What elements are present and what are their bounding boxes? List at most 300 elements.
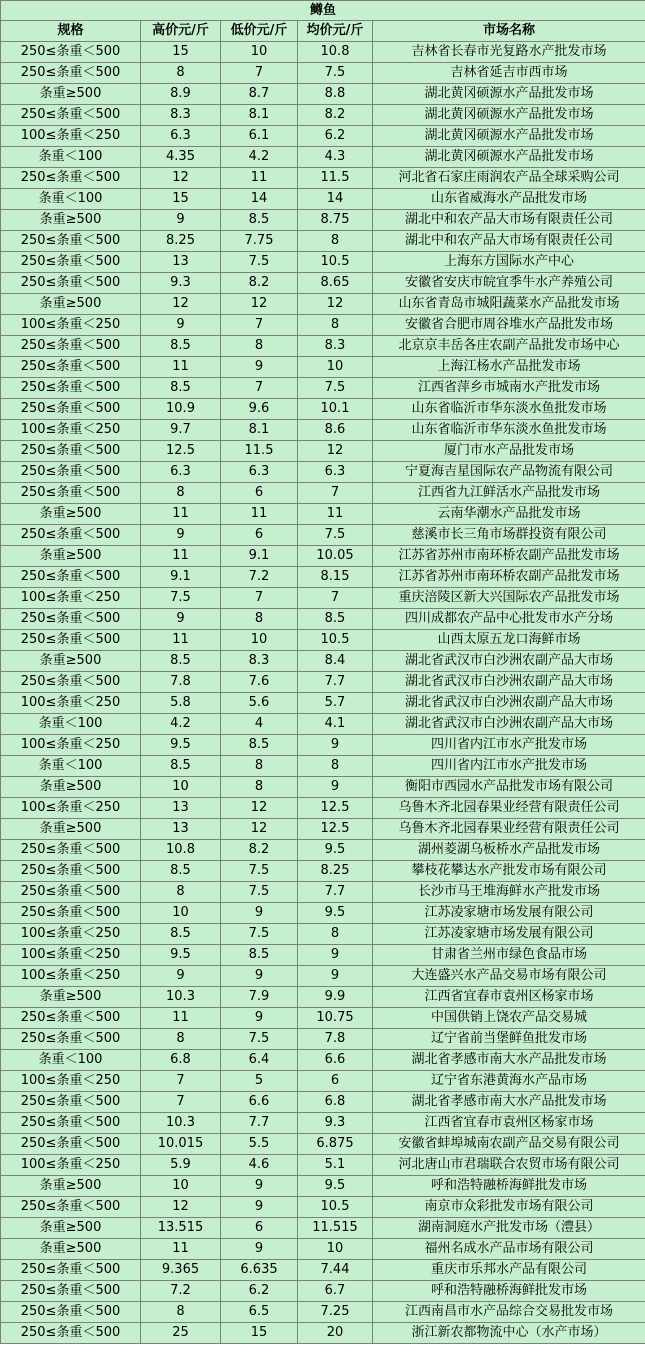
cell-market-name: 北京京丰岳各庄农副产品批发市场中心 [373,336,645,357]
cell-market-name: 湖北省孝感市南大水产品批发市场 [373,1092,645,1113]
cell-spec: 条重≥500 [1,546,141,567]
table-row [1,1218,645,1239]
cell-low-price: 14 [221,189,298,210]
cell-high-price: 5.9 [141,1155,221,1176]
cell-spec: 100≤条重＜250 [1,1155,141,1176]
cell-spec: 条重≥500 [1,294,141,315]
cell-avg-price: 8 [298,756,373,777]
cell-spec: 250≤条重＜500 [1,336,141,357]
cell-high-price: 13 [141,819,221,840]
cell-market-name: 宁夏海吉星国际农产品物流有限公司 [373,462,645,483]
table-row [1,105,645,126]
cell-high-price: 7.5 [141,588,221,609]
table-row [1,462,645,483]
cell-spec: 250≤条重＜500 [1,399,141,420]
cell-market-name: 河北省石家庄雨润农产品全球采购公司 [373,168,645,189]
cell-spec: 250≤条重＜500 [1,882,141,903]
cell-avg-price: 9 [298,777,373,798]
cell-market-name: 衡阳市西园水产品批发市场有限公司 [373,777,645,798]
cell-spec: 条重＜100 [1,1050,141,1071]
cell-high-price: 12 [141,168,221,189]
cell-low-price: 7.5 [221,924,298,945]
table-row [1,1302,645,1323]
cell-market-name: 湖北黄冈硕源水产品批发市场 [373,147,645,168]
cell-high-price: 8.5 [141,756,221,777]
cell-high-price: 10 [141,1176,221,1197]
table-row [1,441,645,462]
cell-low-price: 11 [221,168,298,189]
cell-low-price: 7.7 [221,1113,298,1134]
cell-avg-price: 8.3 [298,336,373,357]
cell-low-price: 12 [221,819,298,840]
cell-market-name: 吉林省长春市光复路水产批发市场 [373,42,645,63]
cell-high-price: 9 [141,609,221,630]
table-body [1,42,645,1344]
table-row [1,1134,645,1155]
cell-high-price: 8 [141,63,221,84]
cell-market-name: 湖北黄冈硕源水产品批发市场 [373,126,645,147]
table-row [1,1071,645,1092]
cell-market-name: 安徽省合肥市周谷堆水产品批发市场 [373,315,645,336]
cell-avg-price: 8.65 [298,273,373,294]
cell-market-name: 攀枝花攀达水产批发市场有限公司 [373,861,645,882]
cell-market-name: 安徽省蚌埠城南农副产品交易有限公司 [373,1134,645,1155]
table-row [1,1029,645,1050]
header-spec: 规格 [1,21,141,42]
table-row [1,798,645,819]
table-row [1,714,645,735]
cell-market-name: 山东省临沂市华东淡水鱼批发市场 [373,420,645,441]
table-title: 鳟鱼 [1,1,645,21]
cell-spec: 100≤条重＜250 [1,798,141,819]
table-row [1,294,645,315]
cell-market-name: 江西省九江鲜活水产品批发市场 [373,483,645,504]
cell-market-name: 南京市众彩批发市场有限公司 [373,1197,645,1218]
table-row [1,273,645,294]
cell-spec: 250≤条重＜500 [1,1197,141,1218]
cell-high-price: 8.5 [141,378,221,399]
cell-low-price: 9 [221,1008,298,1029]
cell-market-name: 湖北省武汉市白沙洲农副产品大市场 [373,672,645,693]
cell-avg-price: 8.15 [298,567,373,588]
cell-avg-price: 7.5 [298,525,373,546]
cell-high-price: 8.9 [141,84,221,105]
cell-avg-price: 12 [298,441,373,462]
cell-market-name: 四川省内江市水产批发市场 [373,735,645,756]
cell-avg-price: 7.25 [298,1302,373,1323]
cell-spec: 250≤条重＜500 [1,525,141,546]
cell-high-price: 11 [141,504,221,525]
cell-spec: 250≤条重＜500 [1,63,141,84]
cell-spec: 250≤条重＜500 [1,1092,141,1113]
cell-low-price: 4 [221,714,298,735]
cell-low-price: 7 [221,315,298,336]
cell-spec: 条重≥500 [1,819,141,840]
cell-avg-price: 14 [298,189,373,210]
table-row [1,252,645,273]
cell-spec: 250≤条重＜500 [1,1281,141,1302]
cell-low-price: 12 [221,294,298,315]
cell-market-name: 乌鲁木齐北园春果业经营有限责任公司 [373,819,645,840]
cell-avg-price: 6 [298,1071,373,1092]
cell-market-name: 四川省内江市水产批发市场 [373,756,645,777]
cell-spec: 条重≥500 [1,651,141,672]
cell-avg-price: 8.4 [298,651,373,672]
header-avg-price: 均价元/斤 [298,21,373,42]
cell-avg-price: 7.5 [298,378,373,399]
cell-avg-price: 4.1 [298,714,373,735]
cell-market-name: 江西南昌市水产品综合交易批发市场 [373,1302,645,1323]
cell-low-price: 8.5 [221,210,298,231]
cell-market-name: 湖北省武汉市白沙洲农副产品大市场 [373,651,645,672]
cell-high-price: 5.8 [141,693,221,714]
cell-market-name: 湖北省孝感市南大水产品批发市场 [373,1050,645,1071]
cell-spec: 100≤条重＜250 [1,924,141,945]
cell-spec: 条重＜100 [1,189,141,210]
cell-low-price: 6.1 [221,126,298,147]
cell-low-price: 8.3 [221,651,298,672]
cell-spec: 条重＜100 [1,714,141,735]
cell-low-price: 9.1 [221,546,298,567]
cell-spec: 250≤条重＜500 [1,441,141,462]
cell-high-price: 8 [141,882,221,903]
cell-spec: 条重≥500 [1,1176,141,1197]
cell-avg-price: 7 [298,483,373,504]
cell-avg-price: 12.5 [298,819,373,840]
cell-high-price: 8 [141,1029,221,1050]
cell-market-name: 乌鲁木齐北园春果业经营有限责任公司 [373,798,645,819]
cell-market-name: 山东省威海水产品批发市场 [373,189,645,210]
cell-avg-price: 6.6 [298,1050,373,1071]
cell-high-price: 9.7 [141,420,221,441]
cell-market-name: 大连盛兴水产品交易市场有限公司 [373,966,645,987]
cell-market-name: 辽宁省前当堡鲜鱼批发市场 [373,1029,645,1050]
cell-spec: 250≤条重＜500 [1,1134,141,1155]
cell-high-price: 7.8 [141,672,221,693]
cell-avg-price: 6.875 [298,1134,373,1155]
table-row [1,1008,645,1029]
cell-low-price: 8 [221,336,298,357]
table-row [1,1155,645,1176]
cell-avg-price: 9.5 [298,903,373,924]
cell-low-price: 9 [221,1239,298,1260]
cell-spec: 条重＜100 [1,756,141,777]
cell-low-price: 10 [221,42,298,63]
cell-market-name: 湖北中和农产品大市场有限责任公司 [373,210,645,231]
cell-avg-price: 7.7 [298,672,373,693]
cell-spec: 条重≥500 [1,504,141,525]
cell-avg-price: 11.5 [298,168,373,189]
cell-low-price: 11.5 [221,441,298,462]
cell-low-price: 6 [221,483,298,504]
table-row [1,315,645,336]
cell-spec: 250≤条重＜500 [1,1113,141,1134]
table-row [1,168,645,189]
table-row [1,1050,645,1071]
cell-avg-price: 10 [298,357,373,378]
cell-market-name: 河北唐山市君瑞联合农贸市场有限公司 [373,1155,645,1176]
cell-spec: 250≤条重＜500 [1,168,141,189]
cell-low-price: 8.5 [221,735,298,756]
cell-low-price: 9 [221,1197,298,1218]
cell-market-name: 吉林省延吉市西市场 [373,63,645,84]
cell-high-price: 8.3 [141,105,221,126]
cell-low-price: 9 [221,1176,298,1197]
cell-spec: 250≤条重＜500 [1,378,141,399]
table-row [1,399,645,420]
cell-low-price: 4.6 [221,1155,298,1176]
table-row [1,651,645,672]
table-row [1,609,645,630]
cell-market-name: 江苏省苏州市南环桥农副产品批发市场 [373,546,645,567]
cell-spec: 250≤条重＜500 [1,1323,141,1344]
table-row [1,147,645,168]
cell-market-name: 福州名成水产品市场有限公司 [373,1239,645,1260]
cell-market-name: 江苏凌家塘市场发展有限公司 [373,924,645,945]
cell-high-price: 9 [141,210,221,231]
cell-avg-price: 8.5 [298,609,373,630]
cell-high-price: 7 [141,1071,221,1092]
cell-spec: 250≤条重＜500 [1,483,141,504]
table-row [1,546,645,567]
header-low-price: 低价元/斤 [221,21,298,42]
cell-avg-price: 10.5 [298,252,373,273]
cell-high-price: 9.365 [141,1260,221,1281]
cell-market-name: 江苏省苏州市南环桥农副产品批发市场 [373,567,645,588]
cell-high-price: 8.5 [141,336,221,357]
cell-high-price: 8.5 [141,651,221,672]
cell-market-name: 长沙市马王堆海鲜水产批发市场 [373,882,645,903]
cell-avg-price: 5.1 [298,1155,373,1176]
table-row [1,525,645,546]
cell-low-price: 9 [221,966,298,987]
cell-avg-price: 9.9 [298,987,373,1008]
cell-market-name: 湖北中和农产品大市场有限责任公司 [373,231,645,252]
cell-avg-price: 6.7 [298,1281,373,1302]
cell-spec: 100≤条重＜250 [1,420,141,441]
table-row [1,42,645,63]
cell-high-price: 11 [141,1239,221,1260]
table-row [1,903,645,924]
cell-spec: 100≤条重＜250 [1,693,141,714]
cell-low-price: 5.5 [221,1134,298,1155]
cell-spec: 250≤条重＜500 [1,1260,141,1281]
cell-high-price: 6.3 [141,462,221,483]
cell-avg-price: 10 [298,1239,373,1260]
table-row [1,210,645,231]
cell-low-price: 11 [221,504,298,525]
cell-avg-price: 10.75 [298,1008,373,1029]
cell-avg-price: 9.5 [298,840,373,861]
cell-high-price: 9 [141,315,221,336]
header-high-price: 高价元/斤 [141,21,221,42]
header-market-name: 市场名称 [373,21,645,42]
cell-market-name: 山东省临沂市华东淡水鱼批发市场 [373,399,645,420]
table-row [1,693,645,714]
table-row [1,861,645,882]
cell-high-price: 13 [141,798,221,819]
cell-market-name: 重庆市乐邦水产品有限公司 [373,1260,645,1281]
cell-low-price: 9.6 [221,399,298,420]
cell-spec: 250≤条重＜500 [1,1029,141,1050]
table-row [1,819,645,840]
cell-high-price: 6.3 [141,126,221,147]
cell-avg-price: 10.5 [298,1197,373,1218]
cell-high-price: 8.25 [141,231,221,252]
cell-market-name: 湖北黄冈硕源水产品批发市场 [373,105,645,126]
cell-avg-price: 11 [298,504,373,525]
cell-market-name: 呼和浩特融桥海鲜批发市场 [373,1176,645,1197]
table-row [1,504,645,525]
cell-high-price: 15 [141,189,221,210]
table-row [1,84,645,105]
cell-low-price: 7 [221,588,298,609]
cell-low-price: 7.6 [221,672,298,693]
cell-avg-price: 10.1 [298,399,373,420]
cell-high-price: 10.015 [141,1134,221,1155]
cell-avg-price: 8.6 [298,420,373,441]
cell-high-price: 11 [141,630,221,651]
cell-avg-price: 11.515 [298,1218,373,1239]
cell-low-price: 8 [221,609,298,630]
cell-low-price: 8 [221,756,298,777]
table-row [1,567,645,588]
table-row [1,420,645,441]
cell-low-price: 7.2 [221,567,298,588]
cell-market-name: 浙江新农都物流中心（水产市场） [373,1323,645,1344]
cell-low-price: 15 [221,1323,298,1344]
table-row [1,1092,645,1113]
table-row [1,189,645,210]
cell-spec: 250≤条重＜500 [1,609,141,630]
cell-high-price: 9.3 [141,273,221,294]
table-row [1,231,645,252]
cell-avg-price: 12 [298,294,373,315]
cell-spec: 250≤条重＜500 [1,567,141,588]
cell-spec: 100≤条重＜250 [1,945,141,966]
cell-low-price: 7.5 [221,252,298,273]
cell-avg-price: 8.25 [298,861,373,882]
cell-high-price: 9.5 [141,735,221,756]
cell-market-name: 辽宁省东港黄海水产品市场 [373,1071,645,1092]
cell-avg-price: 6.2 [298,126,373,147]
cell-low-price: 5 [221,1071,298,1092]
table-row [1,1323,645,1344]
cell-avg-price: 6.8 [298,1092,373,1113]
cell-high-price: 10.3 [141,987,221,1008]
cell-high-price: 7.2 [141,1281,221,1302]
cell-high-price: 9 [141,525,221,546]
cell-low-price: 6 [221,525,298,546]
cell-spec: 250≤条重＜500 [1,861,141,882]
table-row [1,1260,645,1281]
table-row [1,987,645,1008]
cell-avg-price: 10.5 [298,630,373,651]
cell-high-price: 11 [141,357,221,378]
cell-high-price: 15 [141,42,221,63]
cell-avg-price: 7 [298,588,373,609]
table-row [1,1239,645,1260]
table-row [1,1281,645,1302]
cell-avg-price: 9.3 [298,1113,373,1134]
cell-high-price: 10 [141,777,221,798]
cell-market-name: 湖北黄冈硕源水产品批发市场 [373,84,645,105]
cell-spec: 条重≥500 [1,84,141,105]
cell-high-price: 10.3 [141,1113,221,1134]
cell-low-price: 7.5 [221,1029,298,1050]
cell-low-price: 6.635 [221,1260,298,1281]
table-row [1,945,645,966]
cell-high-price: 9 [141,966,221,987]
cell-spec: 100≤条重＜250 [1,126,141,147]
cell-avg-price: 6.3 [298,462,373,483]
cell-high-price: 9.5 [141,945,221,966]
cell-avg-price: 4.3 [298,147,373,168]
cell-high-price: 8.5 [141,924,221,945]
cell-low-price: 7 [221,378,298,399]
cell-market-name: 厦门市水产品批发市场 [373,441,645,462]
cell-low-price: 10 [221,630,298,651]
cell-high-price: 6.8 [141,1050,221,1071]
cell-avg-price: 10.05 [298,546,373,567]
cell-low-price: 8.2 [221,273,298,294]
cell-market-name: 上海东方国际水产中心 [373,252,645,273]
cell-high-price: 8 [141,1302,221,1323]
cell-market-name: 云南华潮水产品批发市场 [373,504,645,525]
cell-market-name: 江西省宜春市袁州区杨家市场 [373,987,645,1008]
cell-low-price: 6.4 [221,1050,298,1071]
cell-high-price: 9.1 [141,567,221,588]
cell-market-name: 甘肃省兰州市绿色食品市场 [373,945,645,966]
table-row [1,735,645,756]
cell-avg-price: 5.7 [298,693,373,714]
cell-high-price: 8.5 [141,861,221,882]
cell-low-price: 8.5 [221,945,298,966]
cell-market-name: 湖南洞庭水产批发市场（澧县） [373,1218,645,1239]
cell-spec: 250≤条重＜500 [1,1302,141,1323]
cell-spec: 250≤条重＜500 [1,1008,141,1029]
cell-spec: 100≤条重＜250 [1,315,141,336]
cell-spec: 250≤条重＜500 [1,462,141,483]
cell-market-name: 江苏凌家塘市场发展有限公司 [373,903,645,924]
table-row [1,336,645,357]
cell-low-price: 12 [221,798,298,819]
table-row [1,966,645,987]
cell-spec: 250≤条重＜500 [1,273,141,294]
cell-spec: 条重≥500 [1,987,141,1008]
cell-avg-price: 7.5 [298,63,373,84]
cell-high-price: 12 [141,294,221,315]
cell-spec: 250≤条重＜500 [1,42,141,63]
cell-market-name: 四川成都农产品中心批发市水产分场 [373,609,645,630]
cell-spec: 250≤条重＜500 [1,630,141,651]
table-row [1,777,645,798]
cell-avg-price: 7.7 [298,882,373,903]
cell-avg-price: 9 [298,945,373,966]
cell-high-price: 10.8 [141,840,221,861]
cell-market-name: 呼和浩特融桥海鲜批发市场 [373,1281,645,1302]
table-row [1,378,645,399]
cell-market-name: 湖州菱湖乌板桥水产品批发市场 [373,840,645,861]
cell-low-price: 7.75 [221,231,298,252]
table-row [1,672,645,693]
table-row [1,840,645,861]
cell-market-name: 山西太原五龙口海鲜市场 [373,630,645,651]
cell-spec: 100≤条重＜250 [1,1071,141,1092]
cell-spec: 100≤条重＜250 [1,966,141,987]
cell-spec: 250≤条重＜500 [1,840,141,861]
cell-spec: 100≤条重＜250 [1,735,141,756]
